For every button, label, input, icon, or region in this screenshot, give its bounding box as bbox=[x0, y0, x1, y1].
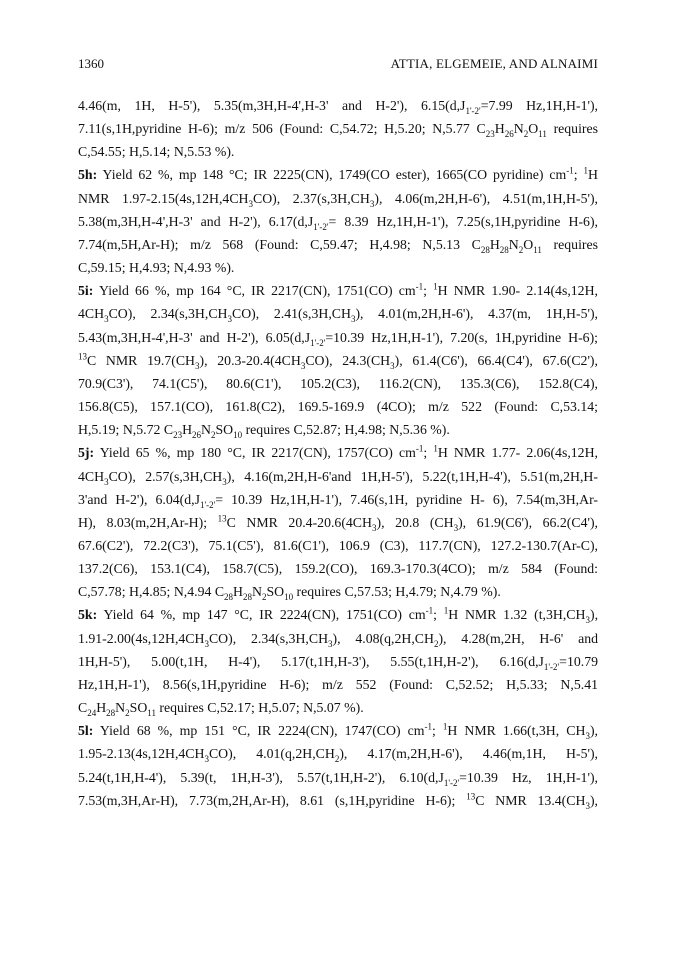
text-line: 5j: Yield 65 %, mp 180 °C, IR 2217(CN), 1757(CO) $cm^{-1}$; $^1$H NMR 1.77- 2.06(4s,12H, bbox=[78, 443, 598, 461]
text-line: $1.91-2.00(4s,12H,4CH_3CO)$, $2.34(s,3H,CH_3)$, $4.08(q,2H,CH_2)$, 4.28(m,2H, H-6' and bbox=[78, 630, 598, 649]
page-number: 1360 bbox=[78, 56, 104, 71]
text-line: 4.46(m, 1H, H-5'), 5.35(m,3H,H-4',H-3' and H-2'), $6.15(d,J_{1'-2'}=7.99$ Hz,1H,H-1'), bbox=[78, 98, 598, 116]
text-line: 5.24(t,1H,H-4'), 5.39(t, 1H,H-3'), 5.57(t,1H,H-2'), $6.10(d,J_{1'-2'}=10.39$ Hz, 1H,H-1'), bbox=[78, 769, 598, 788]
text-line: H,5.19; N,5.72 $C_{23}H_{26}N_2SO_{10}$ requires C,52.87; H,4.98; N,5.36 %). bbox=[78, 422, 450, 440]
text-line: $1.95-2.13(4s,12H,4CH_3CO)$, $4.01(q,2H,CH_2)$, 4.17(m,2H,H-6'), 4.46(m,1H, H-5'), bbox=[78, 746, 598, 765]
text-line: 70.9(C3'), 74.1(C5'), 80.6(C1'), 105.2(C3), 116.2(CN), 135.3(C6), 152.8(C4), bbox=[78, 375, 598, 391]
text-line: C,57.78; H,4.85; N,4.94 $C_{28}H_{28}N_2SO_{10}$ requires C,57.53; H,4.79; N,4.79 %). bbox=[78, 584, 501, 603]
text-line: NMR $1.97-2.15(4s,12H,4CH_3CO)$, $2.37(s,3H,CH_3)$, 4.06(m,2H,H-6'), 4.51(m,1H,H-5'), bbox=[78, 190, 598, 209]
text-line: $^{13}$C NMR $19.7(CH_3)$, $20.3-20.4(4CH_3CO)$, $24.3(CH_3)$, 61.4(C6'), 66.4(C4'), 67.6(C2'), bbox=[78, 351, 598, 371]
compound-id: 5h: bbox=[78, 167, 98, 183]
text-line: 5l: Yield 68 %, mp 151 °C, IR 2224(CN), 1747(CO) $cm^{-1}$; $^1$H NMR 1.66(t,3H, $CH_3$), bbox=[78, 721, 598, 741]
text-line: 5.38(m,3H,H-4',H-3' and H-2'), $6.17(d,J_{1'-2'}= 8.39$ Hz,1H,H-1'), 7.25(s,1H,pyridine H-6), bbox=[78, 213, 598, 232]
text-line: 5.43(m,3H,H-4',H-3' and H-2'), $6.05(d,J_{1'-2'}=10.39$ Hz,1H,H-1'), 7.20(s, 1H,pyridine H-6); bbox=[78, 329, 599, 348]
text-line: C,54.55; H,5.14; N,5.53 %). bbox=[78, 144, 235, 160]
text-line: C,59.15; H,4.93; N,4.93 %). bbox=[78, 260, 235, 276]
compound-id: 5j: bbox=[78, 445, 95, 461]
text-line: H), 8.03(m,2H,Ar-H); $^{13}$C NMR $20.4-20.6(4CH_3)$, 20.8 $(CH_3)$, 61.9(C6'), 66.2(C4'), bbox=[78, 513, 599, 533]
running-head: ATTIA, ELGEMEIE, AND ALNAIMI bbox=[390, 56, 598, 71]
text-line: $4CH_3CO$), $2.57(s,3H,CH_3)$, 4.16(m,2H,H-6'and 1H,H-5'), 5.22(t,1H,H-4'), 5.51(m,2H,H- bbox=[78, 468, 598, 487]
text-line: 7.11(s,1H,pyridine H-6); m/z 506 (Found: C,54.72; H,5.20; N,5.77 $C_{23}H_{26}N_2O_{11}$ requires bbox=[78, 121, 599, 139]
text-line: $C_{24}H_{28}N_2SO_{11}$ requires C,52.17; H,5.07; N,5.07 %). bbox=[78, 700, 364, 718]
text-line: 3'and H-2'), $6.04(d,J_{1'-2'}= 10.39$ Hz,1H,H-1'), 7.46(s,1H, pyridine H- 6), 7.54(m,3H,Ar- bbox=[78, 491, 598, 510]
text-line: 5k: Yield 64 %, mp 147 °C, IR 2224(CN), 1751(CO) $cm^{-1}$; $^1$H NMR 1.32 $(t,3H,CH_3)$, bbox=[78, 605, 599, 626]
text-line: 137.2(C6), 153.1(C4), 158.7(C5), 159.2(CO), 169.3-170.3(4CO); m/z 584 (Found: bbox=[78, 561, 598, 577]
text-line: Hz,1H,H-1'), 8.56(s,1H,pyridine H-6); m/z 552 (Found: C,52.52; H,5.33; N,5.41 bbox=[78, 676, 598, 692]
text-line: 5h: Yield 62 %, mp 148 °C; IR 2225(CN), 1749(CO ester), 1665(CO pyridine) $cm^{-1}$; $^1$H bbox=[78, 165, 598, 183]
page-header bbox=[78, 56, 598, 76]
experimental-data-text bbox=[78, 94, 598, 812]
text-line: 1H,H-5'), 5.00(t,1H, H-4'), 5.17(t,1H,H-3'), 5.55(t,1H,H-2'), $6.16(d,J_{1'-2'}=10.79$ bbox=[78, 653, 598, 672]
compound-id: 5l: bbox=[78, 723, 94, 739]
text-line: 7.74(m,5H,Ar-H); m/z 568 (Found: C,59.47; H,4.98; N,5.13 $C_{28}H_{28}N_2O_{11}$ requires bbox=[78, 236, 598, 255]
text-line: 67.6(C2'), 72.2(C3'), 75.1(C5'), 81.6(C1'), 106.9 (C3), 117.7(CN), 127.2-130.7(Ar-C), bbox=[78, 537, 598, 553]
text-line: 5i: Yield 66 %, mp 164 °C, IR 2217(CN), 1751(CO) $cm^{-1}$; $^1$H NMR 1.90- 2.14(4s,12H, bbox=[78, 281, 598, 299]
text-line: $4CH_3CO$), $2.34(s,3H,CH_3CO)$, $2.41(s,3H,CH_3)$, 4.01(m,2H,H-6'), 4.37(m, 1H,H-5'), bbox=[78, 306, 598, 325]
compound-id: 5k: bbox=[78, 607, 98, 623]
text-line: 156.8(C5), 157.1(CO), 161.8(C2), 169.5-169.9 (4CO); m/z 522 (Found: C,53.14; bbox=[78, 399, 598, 415]
text-line: 7.53(m,3H,Ar-H), 7.73(m,2H,Ar-H), 8.61 (s,1H,pyridine H-6); $^{13}$C NMR $13.4(CH_3)$, bbox=[78, 791, 598, 811]
compound-id: 5i: bbox=[78, 283, 94, 299]
